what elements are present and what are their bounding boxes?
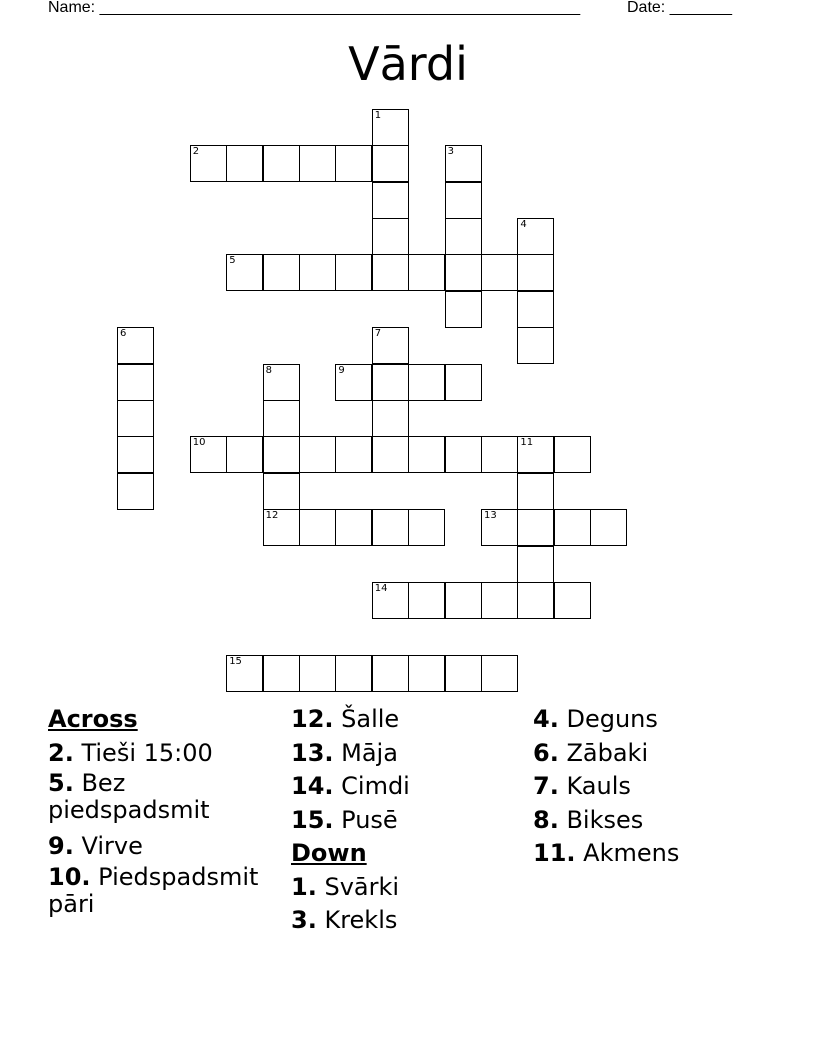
clue-text: Zābaki <box>558 738 649 767</box>
grid-cell[interactable] <box>372 218 409 255</box>
grid-cell[interactable] <box>554 509 591 546</box>
grid-cell[interactable] <box>372 109 409 146</box>
clue-item <box>533 837 793 871</box>
grid-cell[interactable] <box>408 364 445 401</box>
clue-number-label: 2. <box>48 738 74 767</box>
clue-number: 14 <box>374 583 388 594</box>
grid-cell[interactable] <box>517 436 554 473</box>
grid-cell[interactable] <box>517 327 554 364</box>
clue-item <box>291 770 521 804</box>
grid-cell[interactable] <box>445 218 482 255</box>
grid-cell[interactable] <box>335 436 372 473</box>
grid-cell[interactable] <box>481 254 518 291</box>
clue-item <box>291 904 521 938</box>
clue-number-label: 1. <box>291 872 317 901</box>
clue-number: 11 <box>520 437 534 449</box>
grid-cell[interactable] <box>335 364 372 401</box>
date-field-label: Date: _______ <box>627 0 732 16</box>
grid-cell[interactable] <box>117 364 154 401</box>
grid-cell[interactable] <box>117 400 154 437</box>
grid-cell[interactable] <box>190 145 227 182</box>
clue-number: 8 <box>265 364 272 376</box>
clue-item <box>533 703 793 737</box>
clue-number-label: 10. <box>48 862 91 891</box>
grid-cell[interactable] <box>445 364 482 401</box>
clue-column-3 <box>533 703 793 871</box>
clue-number-label: 8. <box>533 805 559 834</box>
grid-cell[interactable] <box>299 254 336 291</box>
clue-number: 5 <box>229 255 236 267</box>
clue-text: Kauls <box>558 772 631 800</box>
clue-text: Cimdi <box>333 772 410 800</box>
clue-item <box>48 830 278 864</box>
clue-number: 1 <box>374 109 382 121</box>
grid-cell[interactable] <box>299 655 336 692</box>
grid-cell[interactable] <box>445 436 482 473</box>
clue-item <box>48 770 278 824</box>
grid-cell[interactable] <box>299 436 336 473</box>
grid-cell[interactable] <box>372 655 409 692</box>
name-field-label: Name: ______________________________________________________ <box>48 0 581 16</box>
grid-cell[interactable] <box>372 364 409 401</box>
grid-cell[interactable] <box>408 655 445 692</box>
grid-cell[interactable] <box>226 254 263 291</box>
grid-cell[interactable] <box>372 182 409 219</box>
clue-item <box>533 737 793 771</box>
clue-text: Bez piedspadsmit <box>48 769 210 824</box>
clue-number-label: 3. <box>291 906 317 934</box>
clue-number-label: 7. <box>533 772 559 800</box>
grid-cell[interactable] <box>481 436 518 473</box>
grid-cell[interactable] <box>299 145 336 182</box>
grid-cell[interactable] <box>263 655 300 692</box>
clue-number: 7 <box>374 328 382 340</box>
grid-cell[interactable] <box>445 582 482 619</box>
clue-number-label: 15. <box>291 805 334 834</box>
grid-cell[interactable] <box>263 145 300 182</box>
grid-cell[interactable] <box>372 509 409 546</box>
grid-cell[interactable] <box>554 582 591 619</box>
grid-cell[interactable] <box>117 436 154 473</box>
clue-item <box>291 703 521 737</box>
grid-cell[interactable] <box>226 655 263 692</box>
grid-cell[interactable] <box>517 509 554 546</box>
grid-cell[interactable] <box>408 582 445 619</box>
grid-cell[interactable] <box>263 364 300 401</box>
clue-number: 6 <box>120 328 127 340</box>
clue-item <box>533 804 793 838</box>
clue-item <box>291 737 521 771</box>
clue-number: 4 <box>520 219 527 230</box>
clue-text: Piedspadsmit pāri <box>48 862 259 918</box>
grid-cell[interactable] <box>372 582 409 619</box>
grid-cell[interactable] <box>408 254 445 291</box>
grid-cell[interactable] <box>372 436 409 473</box>
grid-cell[interactable] <box>190 436 227 473</box>
clue-section-heading: Down <box>291 839 367 867</box>
clue-number: 3 <box>447 146 454 158</box>
clue-item <box>291 871 521 905</box>
clue-text: Krekls <box>316 906 398 934</box>
grid-cell[interactable] <box>445 145 482 182</box>
clue-number: 9 <box>338 364 345 376</box>
clue-number: 2 <box>192 146 200 158</box>
grid-cell[interactable] <box>372 400 409 437</box>
grid-cell[interactable] <box>263 436 300 473</box>
grid-cell[interactable] <box>481 655 518 692</box>
grid-cell[interactable] <box>445 655 482 692</box>
grid-cell[interactable] <box>335 655 372 692</box>
clue-number-label: 13. <box>291 738 334 767</box>
clue-number-label: 5. <box>48 769 74 797</box>
grid-cell[interactable] <box>372 327 409 364</box>
grid-cell[interactable] <box>517 254 554 291</box>
clue-text: Māja <box>333 738 398 767</box>
grid-cell[interactable] <box>481 509 518 546</box>
clue-number-label: 11. <box>533 839 576 867</box>
grid-cell[interactable] <box>372 254 409 291</box>
clue-text: Deguns <box>558 705 658 733</box>
grid-cell[interactable] <box>517 582 554 619</box>
clue-number: 12 <box>265 510 279 522</box>
clue-number-label: 9. <box>48 832 74 860</box>
grid-cell[interactable] <box>517 291 554 328</box>
grid-cell[interactable] <box>445 291 482 328</box>
clue-text: Pusē <box>333 805 398 834</box>
clue-number-label: 14. <box>291 772 334 800</box>
grid-cell[interactable] <box>372 145 409 182</box>
grid-cell[interactable] <box>226 436 263 473</box>
grid-cell[interactable] <box>335 509 372 546</box>
grid-cell[interactable] <box>445 182 482 219</box>
clue-item <box>291 804 521 838</box>
grid-cell[interactable] <box>226 145 263 182</box>
grid-cell[interactable] <box>263 509 300 546</box>
grid-cell[interactable] <box>481 582 518 619</box>
grid-cell[interactable] <box>263 254 300 291</box>
grid-cell[interactable] <box>517 546 554 583</box>
grid-cell[interactable] <box>117 327 154 364</box>
clue-text: Tieši 15:00 <box>73 738 213 767</box>
clue-number-label: 12. <box>291 705 334 733</box>
clue-number: 13 <box>484 510 497 522</box>
grid-cell[interactable] <box>335 254 372 291</box>
clue-item <box>533 770 793 804</box>
grid-cell[interactable] <box>408 436 445 473</box>
clue-item <box>48 737 278 771</box>
grid-cell[interactable] <box>263 400 300 437</box>
page-title: Vārdi <box>348 37 468 91</box>
clue-item <box>48 864 278 918</box>
clue-number: 15 <box>229 655 242 667</box>
grid-cell[interactable] <box>299 509 336 546</box>
grid-cell[interactable] <box>263 473 300 510</box>
clue-number-label: 4. <box>533 705 559 733</box>
clue-number: 10 <box>192 437 206 449</box>
grid-cell[interactable] <box>117 473 154 510</box>
clue-number-label: 6. <box>533 738 559 767</box>
clue-text: Svārki <box>316 872 400 901</box>
clue-text: Akmens <box>575 839 680 867</box>
grid-cell[interactable] <box>590 509 627 546</box>
clue-column-2 <box>291 703 521 938</box>
grid-cell[interactable] <box>554 436 591 473</box>
grid-cell[interactable] <box>335 145 372 182</box>
grid-cell[interactable] <box>445 254 482 291</box>
clue-column-1 <box>48 703 278 924</box>
clue-text: Bikses <box>558 805 644 834</box>
clue-section-heading: Across <box>48 705 138 733</box>
clue-text: Šalle <box>333 705 400 733</box>
clue-text: Virve <box>73 832 143 860</box>
grid-cell[interactable] <box>408 509 445 546</box>
grid-cell[interactable] <box>517 473 554 510</box>
grid-cell[interactable] <box>517 218 554 255</box>
